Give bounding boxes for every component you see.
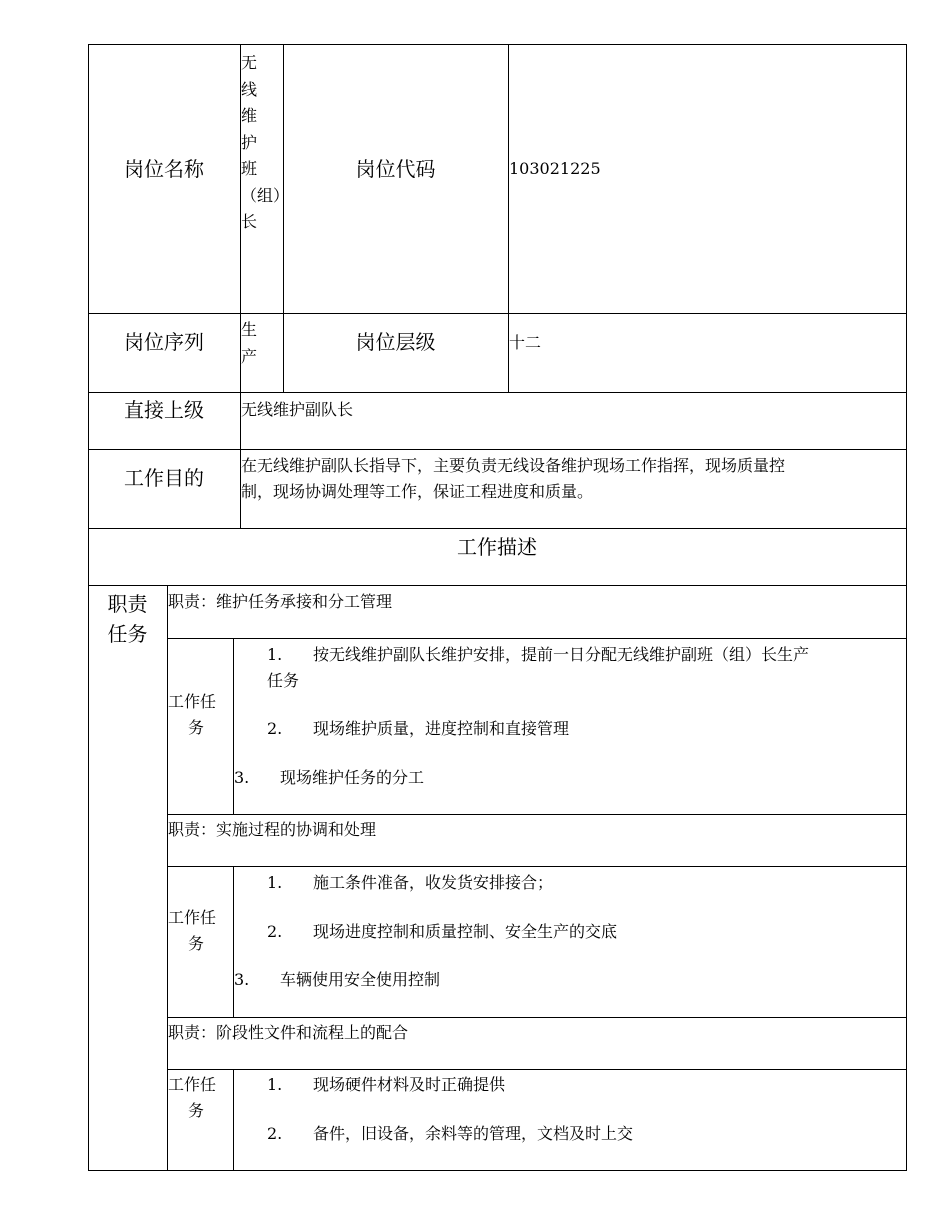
divider bbox=[233, 1069, 234, 1170]
level-value: 十二 bbox=[509, 333, 542, 352]
description-title: 工作描述 bbox=[457, 535, 537, 559]
task-number: 2. bbox=[267, 719, 283, 738]
task-text: 备件，旧设备，余料等的管理，文档及时上交 bbox=[313, 1124, 634, 1143]
divider bbox=[167, 1069, 906, 1070]
post-code-label: 岗位代码 bbox=[355, 157, 436, 181]
task-label: 务 bbox=[188, 1101, 205, 1120]
task-number: 2. bbox=[267, 922, 283, 941]
task-item bbox=[267, 919, 617, 945]
divider bbox=[88, 44, 906, 45]
task-item bbox=[234, 765, 424, 791]
task-item bbox=[267, 1072, 505, 1098]
task-text: 现场进度控制和质量控制、安全生产的交底 bbox=[313, 922, 618, 941]
task-label: 务 bbox=[188, 718, 205, 737]
task-text: 现场维护质量，进度控制和直接管理 bbox=[313, 719, 570, 738]
task-item bbox=[234, 967, 440, 993]
divider bbox=[88, 449, 906, 450]
divider bbox=[167, 866, 906, 867]
task-text: 施工条件准备，收发货安排接合； bbox=[313, 873, 554, 892]
task-item bbox=[267, 642, 809, 668]
superior-label: 直接上级 bbox=[124, 398, 204, 422]
purpose-label: 工作目的 bbox=[124, 466, 204, 490]
divider bbox=[906, 44, 907, 1171]
purpose-line-2: 制，现场协调处理等工作，保证工程进度和质量。 bbox=[241, 482, 594, 501]
task-item bbox=[267, 870, 553, 896]
task-number: 1. bbox=[267, 1075, 283, 1094]
divider bbox=[167, 814, 906, 815]
divider bbox=[167, 1017, 906, 1018]
task-text: 现场硬件材料及时正确提供 bbox=[313, 1075, 506, 1094]
divider bbox=[88, 585, 906, 586]
superior-value: 无线维护副队长 bbox=[241, 400, 354, 419]
task-label: 务 bbox=[188, 934, 205, 953]
task-item bbox=[267, 1121, 633, 1147]
series-value: 生产 bbox=[241, 320, 258, 366]
duty-title: 职责：维护任务承接和分工管理 bbox=[168, 592, 393, 611]
duties-label-2: 任务 bbox=[107, 622, 148, 646]
task-number: 3. bbox=[234, 768, 250, 787]
purpose-line-1: 在无线维护副队长指导下，主要负责无线设备维护现场工作指挥，现场质量控 bbox=[241, 456, 786, 475]
task-text: 现场维护任务的分工 bbox=[280, 768, 425, 787]
task-label: 工作任 bbox=[168, 1075, 217, 1094]
task-number: 3. bbox=[234, 970, 250, 989]
divider bbox=[233, 866, 234, 1017]
duty-title: 职责：实施过程的协调和处理 bbox=[168, 820, 377, 839]
task-number: 1. bbox=[267, 873, 283, 892]
task-text: 按无线维护副队长维护安排，提前一日分配无线维护副班（组）长生产 bbox=[313, 645, 810, 664]
task-label: 工作任 bbox=[168, 908, 217, 927]
duties-label-1: 职责 bbox=[107, 592, 148, 616]
task-text: 车辆使用安全使用控制 bbox=[280, 970, 441, 989]
level-label: 岗位层级 bbox=[355, 330, 436, 354]
task-item bbox=[267, 716, 569, 742]
task-label: 工作任 bbox=[168, 692, 217, 711]
divider bbox=[88, 313, 906, 314]
post-name-value: 无线维护班（组）长 bbox=[241, 53, 290, 231]
duty-title: 职责：阶段性文件和流程上的配合 bbox=[168, 1023, 409, 1042]
series-label: 岗位序列 bbox=[124, 330, 204, 354]
divider bbox=[88, 1170, 906, 1171]
task-text-continued: 任务 bbox=[267, 671, 300, 690]
divider bbox=[167, 638, 906, 639]
task-number: 2. bbox=[267, 1124, 283, 1143]
divider bbox=[88, 528, 906, 529]
divider bbox=[88, 392, 906, 393]
task-number: 1. bbox=[267, 645, 283, 664]
post-name-label: 岗位名称 bbox=[124, 157, 204, 181]
post-code-value: 103021225 bbox=[509, 159, 601, 178]
